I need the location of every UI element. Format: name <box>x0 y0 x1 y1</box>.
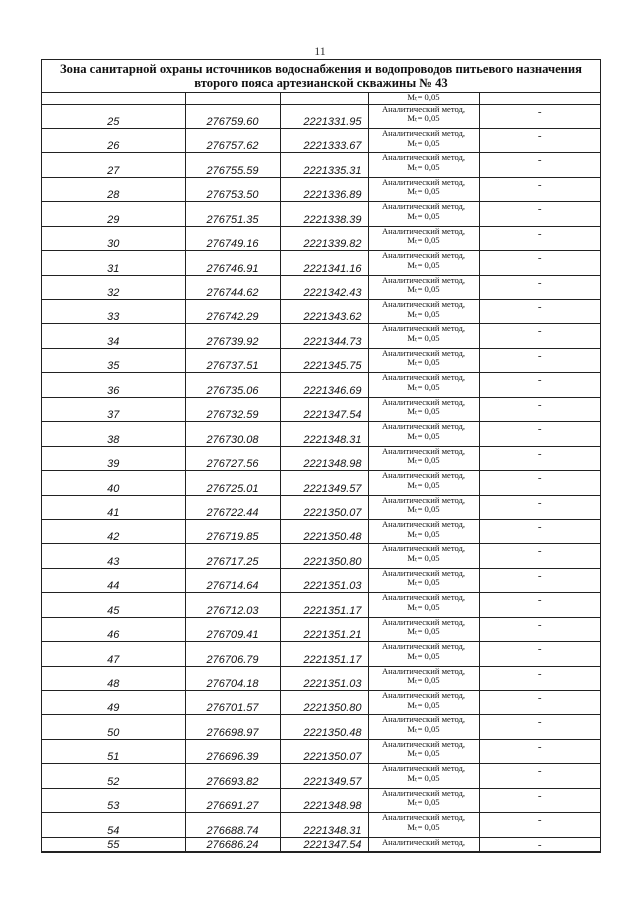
point-number-cell: 48 <box>42 666 185 690</box>
method-name-text: Аналитический метод, <box>381 665 466 676</box>
method-cell <box>368 495 479 519</box>
method-cell <box>368 300 479 324</box>
method-name-text: Аналитический метод, <box>381 787 466 798</box>
method-cell <box>368 568 479 592</box>
y-coordinate-cell: 2221336.89 <box>280 177 368 201</box>
table-row <box>42 422 600 446</box>
y-coordinate-cell: 2221351.17 <box>280 642 368 666</box>
method-cell <box>368 519 479 543</box>
point-number-cell: 53 <box>42 788 185 812</box>
method-cell <box>368 471 479 495</box>
method-name-text: Аналитический метод, <box>381 372 466 383</box>
table-row <box>42 715 600 739</box>
method-error-text: Mₜ= 0,05 <box>407 601 440 612</box>
point-number-cell: 32 <box>42 275 185 299</box>
y-coordinate-cell: 2221345.75 <box>280 348 368 372</box>
x-coordinate-cell: 276755.59 <box>185 153 280 177</box>
table-title: Зона санитарной охраны источников водоснабжения и водопроводов питьевого назначения второго пояса артезианской скважины № 43 <box>42 60 600 93</box>
x-coordinate-cell: 276742.29 <box>185 300 280 324</box>
table-row <box>42 177 600 201</box>
x-coordinate-cell: 276712.03 <box>185 593 280 617</box>
y-coordinate-cell: 2221350.48 <box>280 715 368 739</box>
table-row <box>42 373 600 397</box>
y-coordinate-cell: 2221351.17 <box>280 593 368 617</box>
point-number-cell: 35 <box>42 348 185 372</box>
x-coordinate-cell: 276696.39 <box>185 739 280 763</box>
note-cell: - <box>479 617 600 641</box>
point-number-cell: 43 <box>42 544 185 568</box>
x-coordinate-cell: 276717.25 <box>185 544 280 568</box>
table-row <box>42 471 600 495</box>
x-coordinate-cell: 276757.62 <box>185 128 280 152</box>
method-cell <box>368 739 479 763</box>
table-row <box>42 128 600 152</box>
point-number-cell: 27 <box>42 153 185 177</box>
point-number-cell: 39 <box>42 446 185 470</box>
table-row <box>42 104 600 128</box>
method-error-text: Mₜ= 0,05 <box>407 479 440 490</box>
point-number-cell: 25 <box>42 104 185 128</box>
method-cell <box>368 544 479 568</box>
method-cell <box>368 251 479 275</box>
method-name-text: Аналитический метод, <box>381 396 466 407</box>
note-cell: - <box>479 251 600 275</box>
table-row <box>42 593 600 617</box>
note-cell: - <box>479 226 600 250</box>
method-error-text: Mₜ= 0,05 <box>407 821 440 832</box>
x-coordinate-cell: 276753.50 <box>185 177 280 201</box>
note-cell: - <box>479 128 600 152</box>
point-number-cell: 55 <box>42 837 185 851</box>
table-row <box>42 568 600 592</box>
method-name-text: Аналитический метод, <box>381 127 466 138</box>
table-row <box>42 226 600 250</box>
y-coordinate-cell: 2221341.16 <box>280 251 368 275</box>
method-error-text: Mₜ= 0,05 <box>407 92 440 102</box>
method-name-text: Аналитический метод, <box>381 714 466 725</box>
x-coordinate-cell: 276759.60 <box>185 104 280 128</box>
method-name-text: Аналитический метод, <box>381 738 466 749</box>
y-coordinate-cell: 2221339.82 <box>280 226 368 250</box>
method-cell <box>368 275 479 299</box>
point-number-cell: 28 <box>42 177 185 201</box>
note-cell: - <box>479 593 600 617</box>
note-cell: - <box>479 373 600 397</box>
method-name-text: Аналитический метод, <box>381 812 466 823</box>
y-coordinate-cell: 2221346.69 <box>280 373 368 397</box>
method-cell <box>368 446 479 470</box>
note-cell: - <box>479 568 600 592</box>
table-row <box>42 739 600 763</box>
x-coordinate-cell: 276751.35 <box>185 202 280 226</box>
y-coordinate-cell: 2221350.80 <box>280 691 368 715</box>
table-row <box>42 544 600 568</box>
method-cell <box>368 666 479 690</box>
method-error-text: Mₜ= 0,05 <box>407 161 440 172</box>
method-cell <box>368 128 479 152</box>
note-cell: - <box>479 104 600 128</box>
note-cell: - <box>479 837 600 851</box>
method-error-text: Mₜ= 0,05 <box>407 650 440 661</box>
method-error-text: Mₜ= 0,05 <box>407 381 440 392</box>
method-name-text: Аналитический метод, <box>381 616 466 627</box>
point-number-cell: 54 <box>42 813 185 837</box>
method-name-text: Аналитический метод, <box>381 152 466 163</box>
method-name-text: Аналитический метод, <box>381 225 466 236</box>
note-cell <box>479 93 600 104</box>
table-row <box>42 348 600 372</box>
method-name-text: Аналитический метод, <box>381 543 466 554</box>
method-error-text: Mₜ= 0,05 <box>407 455 440 466</box>
method-name-text: Аналитический метод, <box>381 445 466 456</box>
y-coordinate-cell: 2221335.31 <box>280 153 368 177</box>
method-error-text: Mₜ= 0,05 <box>407 772 440 783</box>
method-cell <box>368 373 479 397</box>
point-number-cell: 47 <box>42 642 185 666</box>
note-cell: - <box>479 764 600 788</box>
x-coordinate-cell: 276693.82 <box>185 764 280 788</box>
y-coordinate-cell: 2221351.03 <box>280 568 368 592</box>
y-coordinate-cell: 2221349.57 <box>280 764 368 788</box>
point-number-cell: 36 <box>42 373 185 397</box>
x-coordinate-cell: 276709.41 <box>185 617 280 641</box>
method-cell <box>368 177 479 201</box>
method-cell <box>368 348 479 372</box>
method-name-text: Аналитический метод, <box>381 176 466 187</box>
coordinates-grid <box>42 93 600 852</box>
note-cell: - <box>479 519 600 543</box>
table-row <box>42 446 600 470</box>
method-name-text: Аналитический метод, <box>381 250 466 261</box>
note-cell: - <box>479 788 600 812</box>
point-number-cell: 31 <box>42 251 185 275</box>
x-coordinate-cell: 276701.57 <box>185 691 280 715</box>
method-name-text: Аналитический метод, <box>381 274 466 285</box>
table-row <box>42 519 600 543</box>
method-cell <box>368 104 479 128</box>
method-error-text: Mₜ= 0,05 <box>407 210 440 221</box>
table-row <box>42 495 600 519</box>
method-error-text: Mₜ= 0,05 <box>407 186 440 197</box>
point-number-cell: 52 <box>42 764 185 788</box>
method-cell <box>368 593 479 617</box>
method-cell <box>368 422 479 446</box>
method-error-text: Mₜ= 0,05 <box>407 406 440 417</box>
y-coordinate-cell: 2221342.43 <box>280 275 368 299</box>
method-cell <box>368 837 479 851</box>
page-number: 11 <box>314 44 326 58</box>
x-coordinate-cell: 276730.08 <box>185 422 280 446</box>
x-coordinate-cell: 276686.24 <box>185 837 280 851</box>
method-error-text: Mₜ= 0,05 <box>407 577 440 588</box>
x-coordinate-cell: 276698.97 <box>185 715 280 739</box>
point-number-cell: 33 <box>42 300 185 324</box>
note-cell: - <box>479 715 600 739</box>
point-number-cell: 45 <box>42 593 185 617</box>
y-coordinate-cell: 2221348.31 <box>280 422 368 446</box>
y-coordinate-cell: 2221331.95 <box>280 104 368 128</box>
method-cell <box>368 324 479 348</box>
x-coordinate-cell: 276714.64 <box>185 568 280 592</box>
method-cell <box>368 397 479 421</box>
y-coordinate-cell: 2221333.67 <box>280 128 368 152</box>
method-cell <box>368 153 479 177</box>
point-number-cell: 46 <box>42 617 185 641</box>
note-cell: - <box>479 275 600 299</box>
point-number-cell: 41 <box>42 495 185 519</box>
method-cell <box>368 788 479 812</box>
table-row <box>42 275 600 299</box>
method-cell <box>368 202 479 226</box>
method-error-text: Mₜ= 0,05 <box>407 333 440 344</box>
x-coordinate-cell: 276744.62 <box>185 275 280 299</box>
method-name-text: Аналитический метод, <box>381 567 466 578</box>
note-cell: - <box>479 397 600 421</box>
method-error-text: Mₜ= 0,05 <box>407 284 440 295</box>
table-row <box>42 202 600 226</box>
table-row <box>42 617 600 641</box>
table-row <box>42 397 600 421</box>
note-cell: - <box>479 495 600 519</box>
method-name-text: Аналитический метод, <box>381 763 466 774</box>
x-coordinate-cell: 276704.18 <box>185 666 280 690</box>
method-error-text: Mₜ= 0,05 <box>407 626 440 637</box>
note-cell: - <box>479 813 600 837</box>
point-number-cell: 50 <box>42 715 185 739</box>
method-error-text: Mₜ= 0,05 <box>407 748 440 759</box>
x-coordinate-cell: 276737.51 <box>185 348 280 372</box>
method-error-text: Mₜ= 0,05 <box>407 504 440 515</box>
x-coordinate-cell: 276739.92 <box>185 324 280 348</box>
method-cell <box>368 813 479 837</box>
method-name-text: Аналитический метод, <box>381 299 466 309</box>
note-cell: - <box>479 177 600 201</box>
x-coordinate-cell: 276746.91 <box>185 251 280 275</box>
note-cell: - <box>479 202 600 226</box>
point-number-cell: 26 <box>42 128 185 152</box>
method-name-text: Аналитический метод, <box>381 518 466 529</box>
method-error-text: Mₜ= 0,05 <box>407 552 440 563</box>
table-row <box>42 251 600 275</box>
table-row <box>42 642 600 666</box>
note-cell: - <box>479 471 600 495</box>
y-coordinate-cell <box>280 93 368 104</box>
method-error-text: Mₜ= 0,05 <box>407 430 440 441</box>
point-number-cell: 40 <box>42 471 185 495</box>
method-cell <box>368 226 479 250</box>
method-name-text: Аналитический метод, <box>381 323 466 334</box>
method-cell <box>368 715 479 739</box>
method-cell <box>368 93 479 104</box>
method-cell <box>368 764 479 788</box>
x-coordinate-cell: 276732.59 <box>185 397 280 421</box>
point-number-cell: 29 <box>42 202 185 226</box>
point-number-cell: 38 <box>42 422 185 446</box>
table-row <box>42 788 600 812</box>
note-cell: - <box>479 544 600 568</box>
method-name-text: Аналитический метод, <box>381 836 466 847</box>
method-name-text: Аналитический метод, <box>381 201 466 212</box>
method-name-text: Аналитический метод, <box>381 347 466 358</box>
x-coordinate-cell: 276735.06 <box>185 373 280 397</box>
table-row <box>42 813 600 837</box>
method-error-text: Mₜ= 0,05 <box>407 137 440 148</box>
method-error-text: Mₜ= 0,05 <box>407 259 440 270</box>
method-error-text: Mₜ= 0,05 <box>407 308 440 319</box>
note-cell: - <box>479 348 600 372</box>
method-error-text: Mₜ= 0,05 <box>407 797 440 808</box>
x-coordinate-cell: 276749.16 <box>185 226 280 250</box>
y-coordinate-cell: 2221343.62 <box>280 300 368 324</box>
method-error-text: Mₜ= 0,05 <box>407 699 440 710</box>
note-cell: - <box>479 691 600 715</box>
note-cell: - <box>479 300 600 324</box>
method-cell <box>368 642 479 666</box>
y-coordinate-cell: 2221347.54 <box>280 837 368 851</box>
method-name-text: Аналитический метод, <box>381 690 466 700</box>
y-coordinate-cell: 2221350.80 <box>280 544 368 568</box>
x-coordinate-cell: 276691.27 <box>185 788 280 812</box>
x-coordinate-cell: 276688.74 <box>185 813 280 837</box>
table-row-continued <box>42 93 600 104</box>
method-error-text: Mₜ= 0,05 <box>407 675 440 686</box>
table-row <box>42 153 600 177</box>
method-error-text: Mₜ= 0,05 <box>407 113 440 124</box>
method-name-text: Аналитический метод, <box>381 641 466 652</box>
y-coordinate-cell: 2221351.03 <box>280 666 368 690</box>
method-name-text: Аналитический метод, <box>381 470 466 481</box>
y-coordinate-cell: 2221338.39 <box>280 202 368 226</box>
y-coordinate-cell: 2221347.54 <box>280 397 368 421</box>
point-number-cell: 42 <box>42 519 185 543</box>
y-coordinate-cell: 2221350.48 <box>280 519 368 543</box>
method-error-text: Mₜ= 0,05 <box>407 528 440 539</box>
note-cell: - <box>479 739 600 763</box>
x-coordinate-cell: 276722.44 <box>185 495 280 519</box>
table-row <box>42 324 600 348</box>
method-cell <box>368 617 479 641</box>
method-name-text: Аналитический метод, <box>381 494 466 505</box>
point-number-cell: 51 <box>42 739 185 763</box>
note-cell: - <box>479 446 600 470</box>
coordinates-table <box>41 59 601 853</box>
x-coordinate-cell: 276706.79 <box>185 642 280 666</box>
y-coordinate-cell: 2221348.98 <box>280 788 368 812</box>
note-cell: - <box>479 153 600 177</box>
point-number-cell: 37 <box>42 397 185 421</box>
point-number-cell: 34 <box>42 324 185 348</box>
x-coordinate-cell: 276727.56 <box>185 446 280 470</box>
note-cell: - <box>479 642 600 666</box>
method-error-text: Mₜ= 0,05 <box>407 235 440 246</box>
method-cell <box>368 691 479 715</box>
x-coordinate-cell: 276719.85 <box>185 519 280 543</box>
point-number-cell: 30 <box>42 226 185 250</box>
method-error-text: Mₜ= 0,05 <box>407 724 440 735</box>
y-coordinate-cell: 2221350.07 <box>280 739 368 763</box>
table-row <box>42 300 600 324</box>
table-row <box>42 666 600 690</box>
method-name-text: Аналитический метод, <box>381 103 466 114</box>
method-name-text: Аналитический метод, <box>381 421 466 432</box>
y-coordinate-cell: 2221348.98 <box>280 446 368 470</box>
note-cell: - <box>479 666 600 690</box>
table-row <box>42 691 600 715</box>
method-error-text: Mₜ= 0,05 <box>407 357 440 368</box>
table-row <box>42 764 600 788</box>
y-coordinate-cell: 2221350.07 <box>280 495 368 519</box>
note-cell: - <box>479 422 600 446</box>
note-cell: - <box>479 324 600 348</box>
x-coordinate-cell <box>185 93 280 104</box>
y-coordinate-cell: 2221344.73 <box>280 324 368 348</box>
y-coordinate-cell: 2221348.31 <box>280 813 368 837</box>
x-coordinate-cell: 276725.01 <box>185 471 280 495</box>
y-coordinate-cell: 2221349.57 <box>280 471 368 495</box>
point-number-cell <box>42 93 185 104</box>
table-row-last <box>42 837 600 851</box>
y-coordinate-cell: 2221351.21 <box>280 617 368 641</box>
point-number-cell: 49 <box>42 691 185 715</box>
method-name-text: Аналитический метод, <box>381 592 466 603</box>
point-number-cell: 44 <box>42 568 185 592</box>
